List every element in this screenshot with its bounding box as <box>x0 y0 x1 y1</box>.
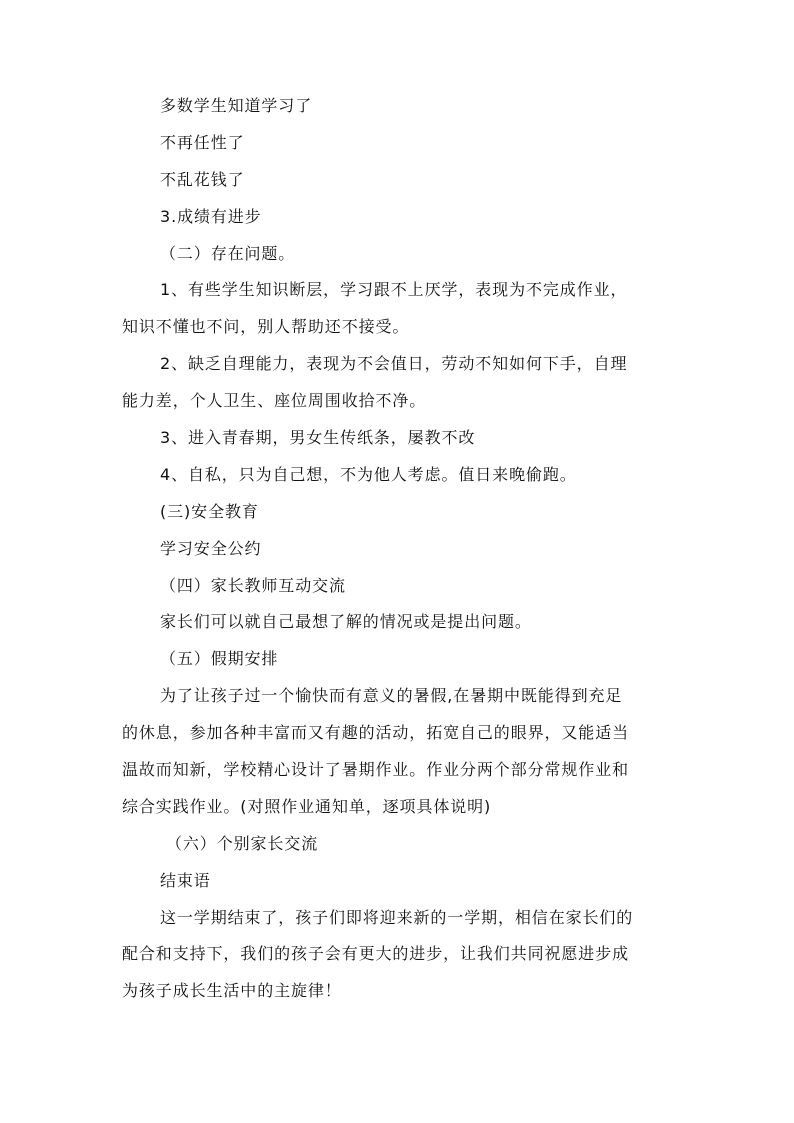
section-heading: （五）假期安排 <box>160 649 279 669</box>
text-line: 3、进入青春期，男女生传纸条，屡教不改 <box>160 428 476 448</box>
text-line: 能力差，个人卫生、座位周围收拾不净。 <box>122 391 427 411</box>
text-line: 的休息，参加各种丰富而又有趣的活动，拓宽自己的眼界，又能适当 <box>122 723 630 743</box>
section-heading: （四）家长教师互动交流 <box>160 575 346 595</box>
text-line: 不乱花钱了 <box>160 169 245 189</box>
text-line: 这一学期结束了，孩子们即将迎来新的一学期，相信在家长们的 <box>160 907 634 927</box>
text-line: 1、有些学生知识断层，学习跟不上厌学，表现为不完成作业， <box>160 280 628 300</box>
text-line: 知识不懂也不问，别人帮助还不接受。 <box>122 317 410 337</box>
section-heading: （二）存在问题。 <box>160 243 296 263</box>
text-line: 不再任性了 <box>160 132 245 152</box>
text-line: 学习安全公约 <box>160 538 262 558</box>
section-heading: 结束语 <box>160 870 211 890</box>
section-heading: （六）个别家长交流 <box>166 833 319 853</box>
text-line: 4、自私，只为自己想，不为他人考虑。值日来晚偷跑。 <box>160 464 577 484</box>
text-line: 3.成绩有进步 <box>160 206 262 226</box>
document-body <box>122 88 678 1010</box>
section-heading: (三)安全教育 <box>160 501 259 521</box>
text-line: 家长们可以就自己最想了解的情况或是提出问题。 <box>160 612 532 632</box>
text-line: 多数学生知道学习了 <box>160 96 313 115</box>
text-line: 为了让孩子过一个愉快而有意义的暑假,在暑期中既能得到充足 <box>160 686 623 706</box>
text-line: 综合实践作业。(对照作业通知单，逐项具体说明) <box>122 796 492 816</box>
text-line: 温故而知新，学校精心设计了暑期作业。作业分两个部分常规作业和 <box>122 760 630 780</box>
text-line: 为孩子成长生活中的主旋律！ <box>122 981 342 1001</box>
text-line: 配合和支持下，我们的孩子会有更大的进步，让我们共同祝愿进步成 <box>122 944 630 964</box>
text-line: 2、缺乏自理能力，表现为不会值日，劳动不知如何下手，自理 <box>160 354 628 374</box>
